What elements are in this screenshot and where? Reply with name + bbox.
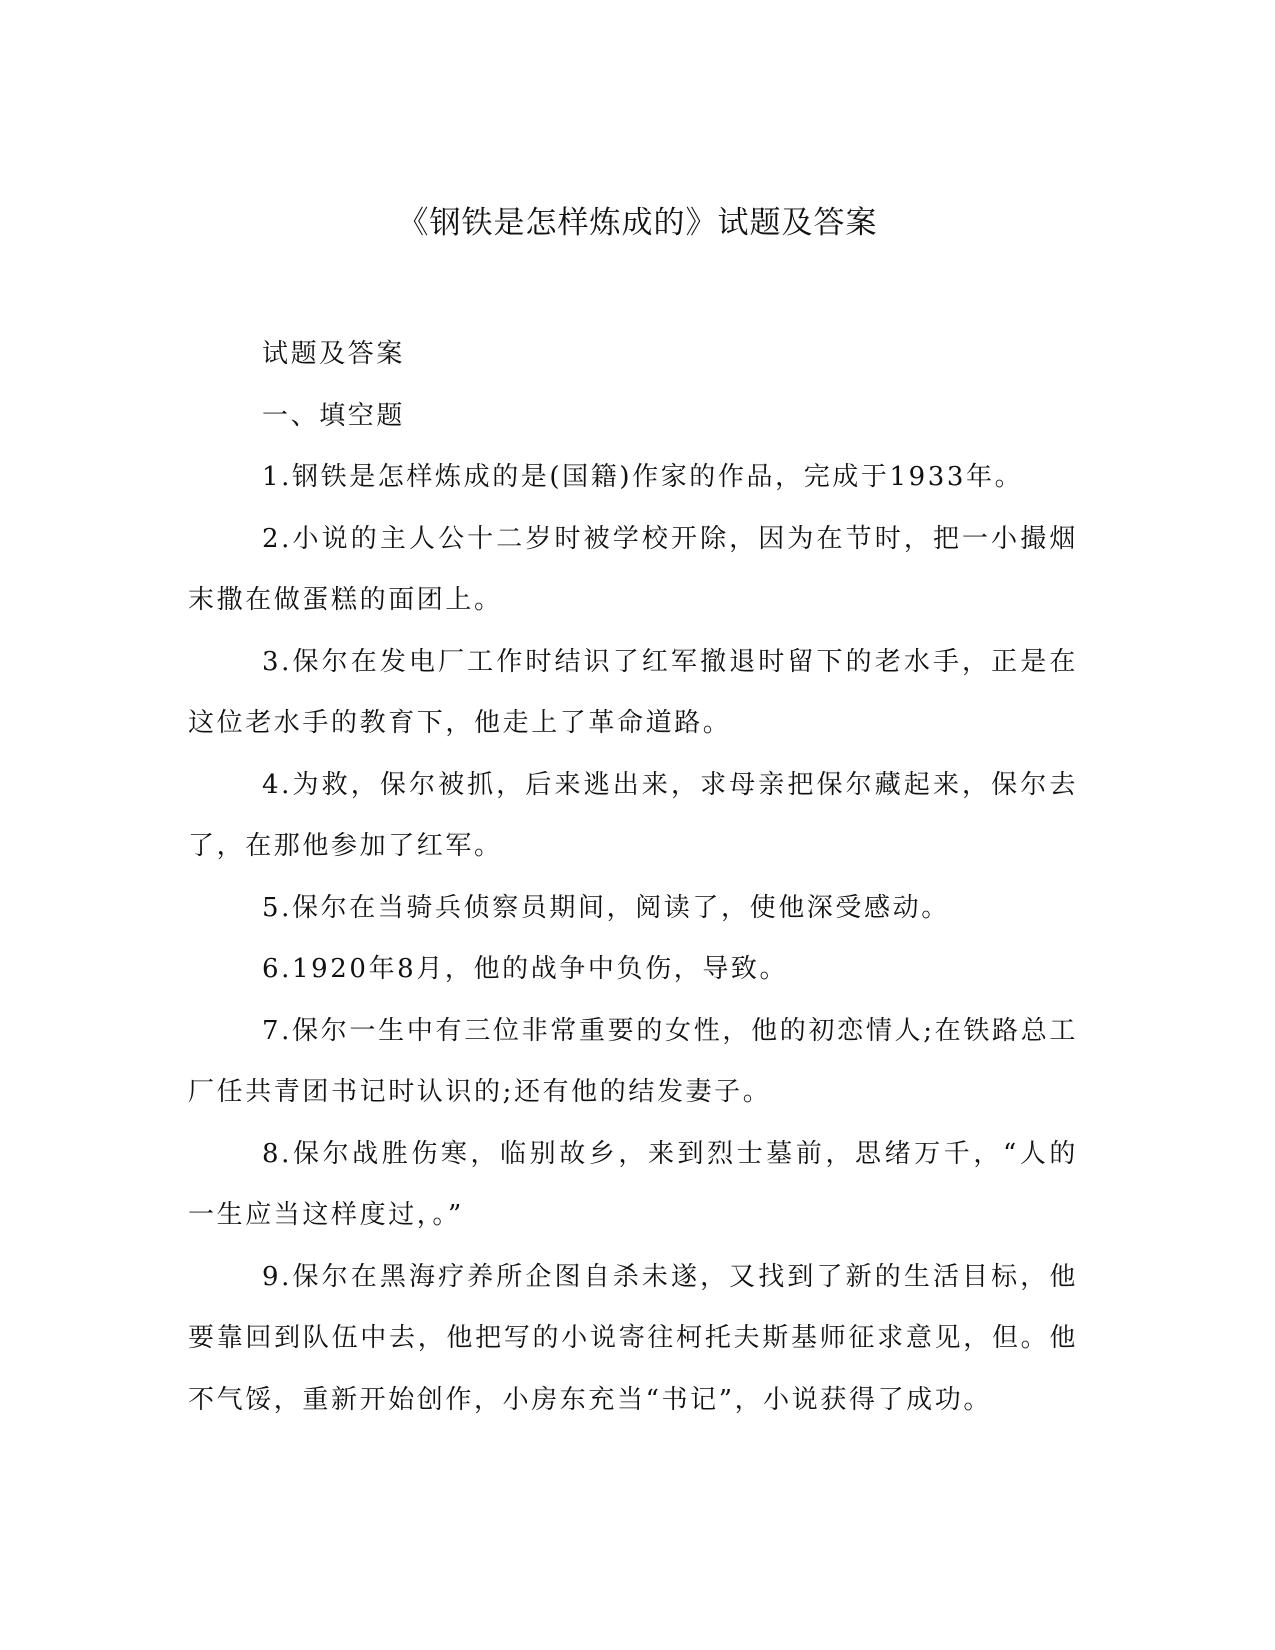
question-7: 7.保尔一生中有三位非常重要的女性，他的初恋情人;在铁路总工厂任共青团书记时认识的;还有他的结发妻子。 (188, 1015, 1078, 1107)
question-8: 8.保尔战胜伤寒，临别故乡，来到烈士墓前，思绪万千，“人的一生应当这样度过，。” (188, 1138, 1078, 1230)
question-2: 2.小说的主人公十二岁时被学校开除，因为在节时，把一小撮烟末撒在做蛋糕的面团上。 (188, 523, 1078, 615)
section-heading: 试题及答案 (262, 339, 406, 369)
document-title: 《钢铁是怎样炼成的》试题及答案 (397, 205, 878, 241)
subsection-heading: 一、填空题 (262, 400, 406, 431)
question-9: 9.保尔在黑海疗养所企图自杀未遂，又找到了新的生活目标，他要靠回到队伍中去，他把写的小说寄往柯托夫斯基师征求意见，但。他不气馁，重新开始创作，小房东充当“书记”，小说获得了成功。 (188, 1261, 1078, 1415)
question-3: 3.保尔在发电厂工作时结识了红军撤退时留下的老水手，正是在这位老水手的教育下，他走上了革命道路。 (188, 646, 1078, 738)
question-4: 4.为救，保尔被抓，后来逃出来，求母亲把保尔藏起来，保尔去了，在那他参加了红军。 (188, 769, 1078, 861)
document-body (188, 324, 1078, 1431)
question-1: 1.钢铁是怎样炼成的是(国籍)作家的作品，完成于1933年。 (262, 462, 1024, 492)
question-5: 5.保尔在当骑兵侦察员期间，阅读了，使他深受感动。 (262, 892, 950, 923)
question-6: 6.1920年8月，他的战争中负伤，导致。 (262, 954, 789, 984)
